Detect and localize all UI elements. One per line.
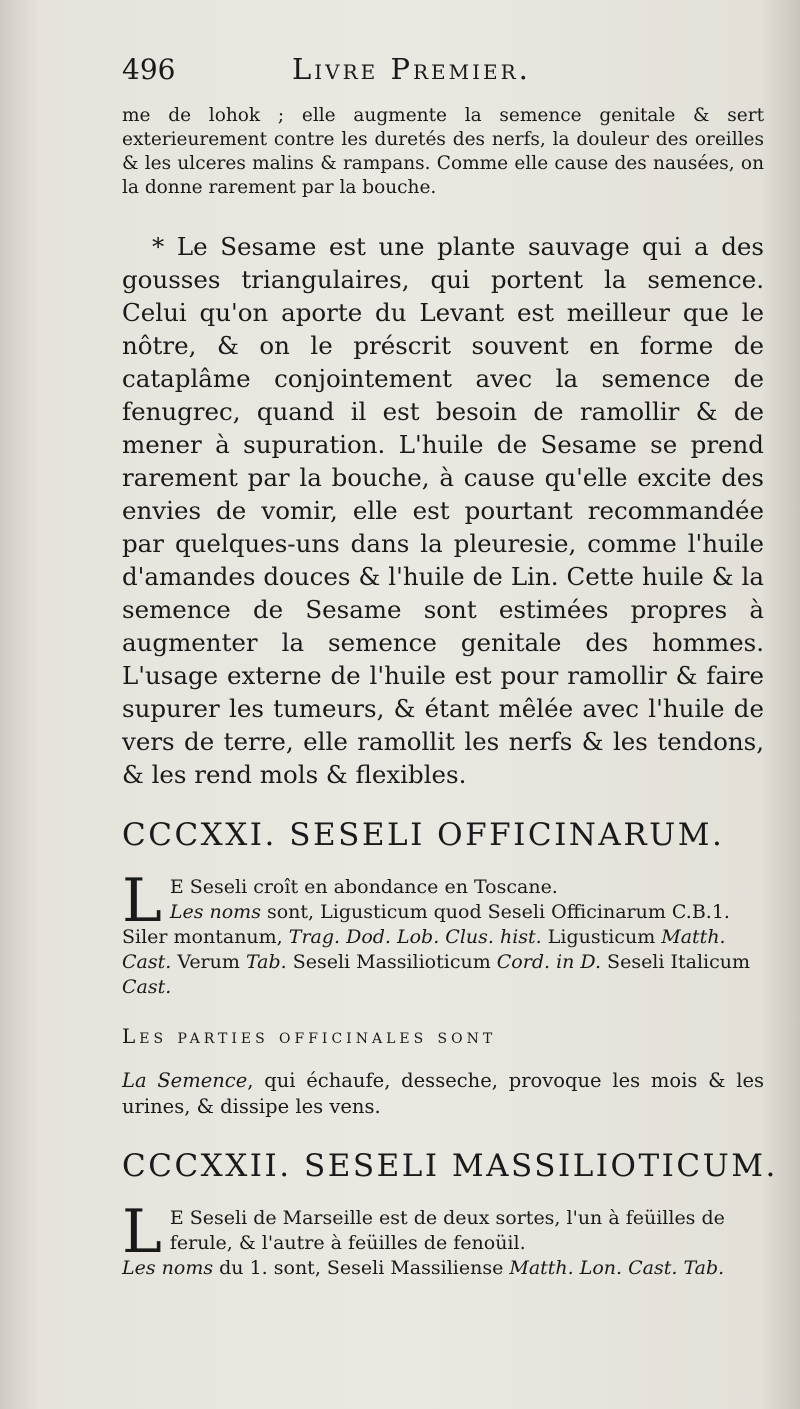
names-text: Verum [171, 951, 246, 973]
entry-seseli-officinarum [122, 866, 764, 1000]
entry-first-line: E Seseli de Marseille est de deux sortes, l'un à feüilles de ferule, & l'autre à feüilles de fenoüil. [169, 1207, 725, 1254]
entry-first-line: E Seseli croît en abondance en Toscane. [169, 876, 558, 898]
names-text: Ligusticum [541, 926, 662, 948]
page-number: 496 [122, 53, 176, 86]
officinal-parts-text [122, 1068, 764, 1120]
parts-description: , qui échaufe, desseche, provoque les mois & les urines, & dissipe les vens. [122, 1069, 764, 1118]
parts-label: La Semence [122, 1069, 248, 1092]
entry-seseli-massilioticum [122, 1197, 764, 1281]
names-citation: Tab. [245, 951, 287, 973]
officinal-parts-heading: Les parties officinales sont [122, 1024, 497, 1048]
names-text: sont, Ligusticum quod Seseli Officinarum C.B.1. Siler montanum, [122, 901, 730, 948]
names-label: Les noms [122, 1257, 214, 1279]
names-citation: Cord. in D. [496, 951, 602, 973]
names-label: Les noms [169, 901, 261, 923]
paragraph-sesame: * Le Sesame est une plante sauvage qui a des gousses triangulaires, qui portent la semence. Celui qu'on aporte du Levant est meilleur que le nôtre, & on le préscrit souvent en forme de cataplâme conjointement avec la semence de fenugrec, quand il est besoin de ramollir & de mener à supuration. L'huile de Sesame se prend rarement par la bouche, à cause qu'elle excite des envies de vomir, elle est pourtant recommandée par quelques-uns dans la pleuresie, comme l'huile d'amandes douces & l'huile de Lin. Cette huile & la semence de Sesame sont estimées propres à augmenter la semence genitale des hommes. L'usage externe de l'huile est pour ramollir & faire supurer les tumeurs, & étant mêlée avec l'huile de vers de terre, elle ramollit les nerfs & les tendons, & les rend mols & flexibles. [122, 232, 764, 789]
names-citation: Cast. [122, 976, 172, 998]
names-citation: Matth. Cast. [122, 926, 726, 973]
names-citation: Matth. Lon. Cast. Tab. [509, 1257, 725, 1279]
section-title-cccxxii: CCCXXII. SESELI MASSILIOTICUM. [122, 1148, 778, 1184]
names-citation: Trag. Dod. Lob. Clus. hist. [288, 926, 542, 948]
paragraph-lohok: me de lohok ; elle augmente la semence genitale & sert exterieurement contre les duretés des nerfs, la douleur des oreilles & les ulceres malins & rampans. Comme elle cause des nausées, on la donne rarement par la bouche. [122, 105, 764, 198]
page-header [122, 52, 764, 102]
section-title-cccxxi: CCCXXI. SESELI OFFICINARUM. [122, 817, 725, 853]
names-text: du 1. sont, Seseli Massiliense [213, 1257, 510, 1279]
names-text: Seseli Massilioticum [286, 951, 497, 973]
names-text: Seseli Italicum [601, 951, 751, 973]
drop-cap: L [122, 866, 162, 936]
drop-cap: L [122, 1197, 162, 1267]
running-head: Livre Premier. [292, 52, 531, 86]
